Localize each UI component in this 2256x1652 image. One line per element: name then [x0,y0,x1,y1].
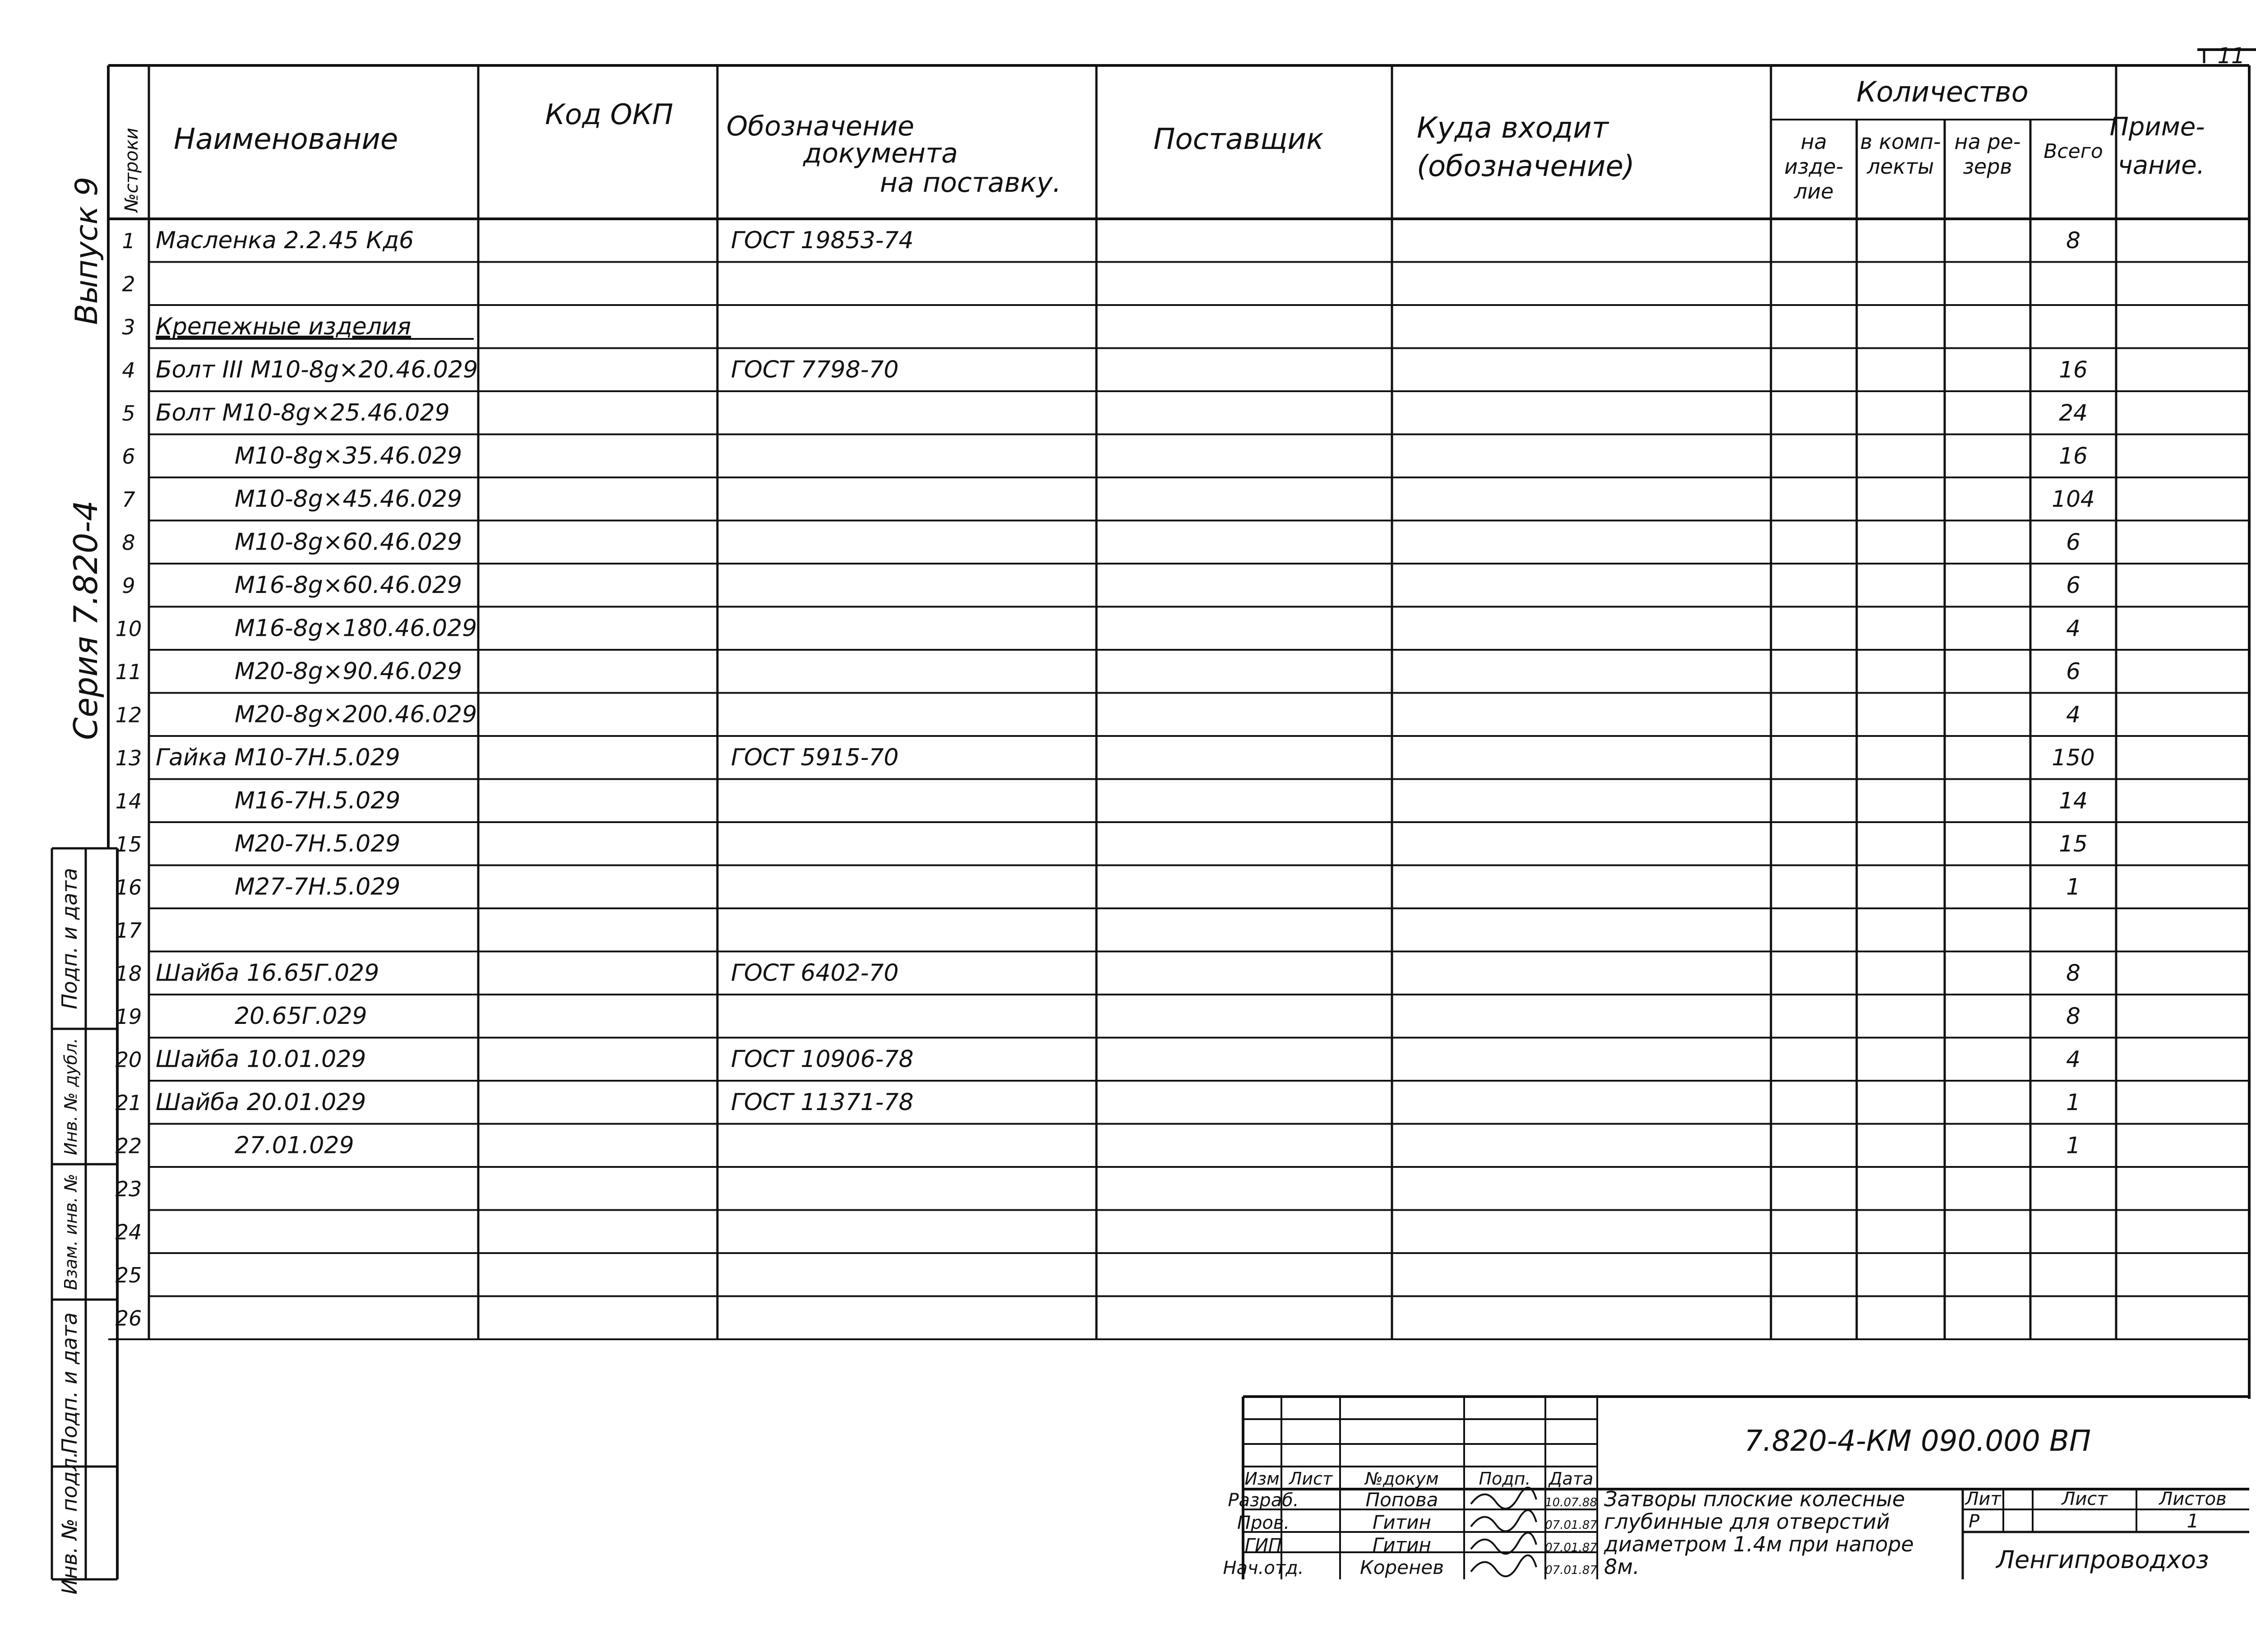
row-name: М10-8g×45.46.029 [235,485,462,513]
row-name: Шайба 20.01.029 [156,1088,366,1116]
row-total: 6 [2066,658,2080,685]
row-number: 11 [115,659,142,684]
row-name: Крепежные изделия [156,313,411,340]
row-total: 8 [2066,1003,2080,1029]
title-line-1: глубинные для отверстий [1604,1509,1890,1534]
header-name: Наименование [174,123,398,156]
row-number: 22 [115,1134,142,1158]
row-number: 15 [115,832,142,856]
document-designation: 7.820-4-КМ 090.000 ВП [1744,1425,2091,1458]
title-hdr-0: Изм [1244,1469,1280,1489]
person-date: 07.01.87 [1545,1541,1597,1555]
row-name: 27.01.029 [235,1132,354,1159]
person-role: Нач.отд. [1223,1558,1304,1578]
row-number: 24 [115,1220,142,1245]
row-number: 20 [115,1047,142,1072]
title-line-2: диаметром 1.4м при напоре [1604,1532,1914,1556]
title-line-0: Затворы плоские колесные [1604,1487,1905,1511]
sheet-label: Лист [2062,1489,2108,1509]
person-role: ГИП [1244,1535,1282,1556]
sheets-value: 1 [2187,1510,2199,1532]
row-total: 8 [2066,960,2080,986]
stamp-label-4: Инв. № подл. [57,1451,82,1595]
header-note-line-1: Приме- [2109,112,2205,142]
row-number: 2 [122,272,135,296]
title-hdr-1: Лист [1289,1469,1333,1489]
row-name: М20-8g×90.46.029 [235,657,462,685]
header-doc-line-1: Обозначение [726,111,915,142]
header-where-line-1: Куда входит [1417,111,1609,145]
row-doc: ГОСТ 11371-78 [731,1088,914,1116]
quantity-header-1-1: лекты [1867,154,1934,179]
row-name: Масленка 2.2.45 Кд6 [156,227,414,254]
row-number: 21 [115,1090,142,1115]
row-number: 19 [115,1004,142,1029]
row-number: 12 [115,703,142,727]
row-name: М20-8g×200.46.029 [235,701,477,728]
row-total: 8 [2066,227,2080,254]
row-number: 10 [115,616,142,641]
row-total: 1 [2066,1132,2080,1159]
row-name: М10-8g×60.46.029 [235,528,462,556]
row-total: 6 [2066,529,2080,555]
header-code [545,98,673,131]
row-doc: ГОСТ 6402-70 [731,959,899,987]
row-number: 23 [115,1176,142,1201]
title-line-3: 8м. [1604,1555,1640,1579]
row-total: 4 [2066,615,2080,642]
quantity-header-1-0: в комп- [1860,130,1941,154]
row-name: М27-7Н.5.029 [235,873,401,901]
quantity-header-2-0: на ре- [1954,130,2021,154]
issue-label: Выпуск 9 [69,176,105,325]
row-name: Шайба 16.65Г.029 [156,959,379,987]
row-total: 14 [2059,787,2088,814]
header-row-no: №строки [121,128,142,212]
sheets-label: Листов [2159,1489,2227,1509]
row-doc: ГОСТ 7798-70 [731,356,899,384]
row-total: 15 [2059,830,2088,857]
person-name: Коренев [1359,1556,1444,1578]
row-total: 1 [2066,1089,2080,1115]
person-date: 10.07.88 [1545,1496,1597,1509]
row-doc: ГОСТ 5915-70 [731,744,899,771]
row-name: М20-7Н.5.029 [235,830,401,857]
lit-label: Лит [1965,1489,2001,1509]
stamp-label-0: Подп. и дата [57,868,82,1009]
lit-value: Р [1968,1511,1980,1532]
row-name: Болт М10-8g×25.46.029 [156,399,450,426]
stamp-label-2: Взам. инв. № [61,1173,81,1291]
row-number: 16 [115,875,142,900]
title-hdr-2: №докум [1365,1469,1439,1489]
row-name: Болт III М10-8g×20.46.029 [156,356,478,384]
row-number: 14 [115,789,142,814]
row-total: 150 [2052,744,2095,771]
row-total: 16 [2059,443,2088,469]
row-number: 4 [122,358,135,383]
header-where-line-2: (обозначение) [1417,150,1635,183]
person-name: Гитин [1373,1534,1431,1556]
quantity-header-2-1: зерв [1963,154,2012,179]
quantity-header-0-2: лие [1794,179,1834,204]
header-quantity: Количество [1856,75,2029,108]
row-doc: ГОСТ 10906-78 [731,1046,914,1073]
person-date: 07.01.87 [1545,1564,1597,1577]
row-number: 8 [122,530,135,555]
quantity-header-0-0: на [1800,130,1827,154]
row-total: 4 [2066,1046,2080,1073]
row-number: 25 [115,1263,142,1287]
person-date: 07.01.87 [1545,1518,1597,1532]
row-number: 5 [122,401,135,426]
person-role: Пров. [1237,1513,1290,1533]
row-number: 3 [122,315,135,339]
stamp-label-3: Подп. и дата [57,1312,82,1454]
row-name: М16-8g×60.46.029 [235,571,462,599]
row-number: 13 [115,745,142,770]
row-number: 26 [115,1306,142,1331]
row-total: 16 [2059,356,2088,383]
row-number: 17 [115,918,142,943]
row-name: М10-8g×35.46.029 [235,442,462,470]
header-code-line: Код ОКП [545,98,673,131]
person-role: Разраб. [1228,1490,1299,1511]
quantity-header-3-0: Всего [2043,140,2103,163]
stamp-label-1: Инв. № дубл. [61,1038,81,1155]
title-hdr-3: Подп. [1479,1469,1531,1489]
person-name: Попова [1365,1489,1438,1511]
row-number: 9 [122,573,135,598]
row-name: 20.65Г.029 [235,1002,367,1030]
row-number: 18 [115,961,142,986]
row-total: 4 [2066,701,2080,728]
row-name: Гайка М10-7Н.5.029 [156,744,400,771]
row-name: Шайба 10.01.029 [156,1046,366,1073]
sheet-number: 11 [2217,43,2245,69]
quantity-header-0-1: изде- [1784,154,1844,179]
header-doc-line-2: документа [803,138,958,169]
row-number: 6 [122,444,135,469]
row-name: М16-8g×180.46.029 [235,615,477,642]
organization: Ленгипроводхоз [1996,1546,2209,1574]
row-total: 6 [2066,572,2080,598]
row-number: 7 [122,487,135,512]
title-hdr-4: Дата [1549,1469,1594,1489]
row-total: 1 [2066,874,2080,900]
row-doc: ГОСТ 19853-74 [731,227,914,254]
series-label: Серия 7.820-4 [67,500,105,740]
person-name: Гитин [1373,1511,1431,1533]
row-name: М16-7Н.5.029 [235,787,401,814]
header-supplier: Поставщик [1153,123,1324,156]
row-number: 1 [122,228,135,253]
row-total: 24 [2059,399,2088,426]
header-doc-line-3: на поставку. [880,167,1061,199]
row-total: 104 [2052,486,2095,512]
header-note-line-2: чание. [2117,151,2205,180]
